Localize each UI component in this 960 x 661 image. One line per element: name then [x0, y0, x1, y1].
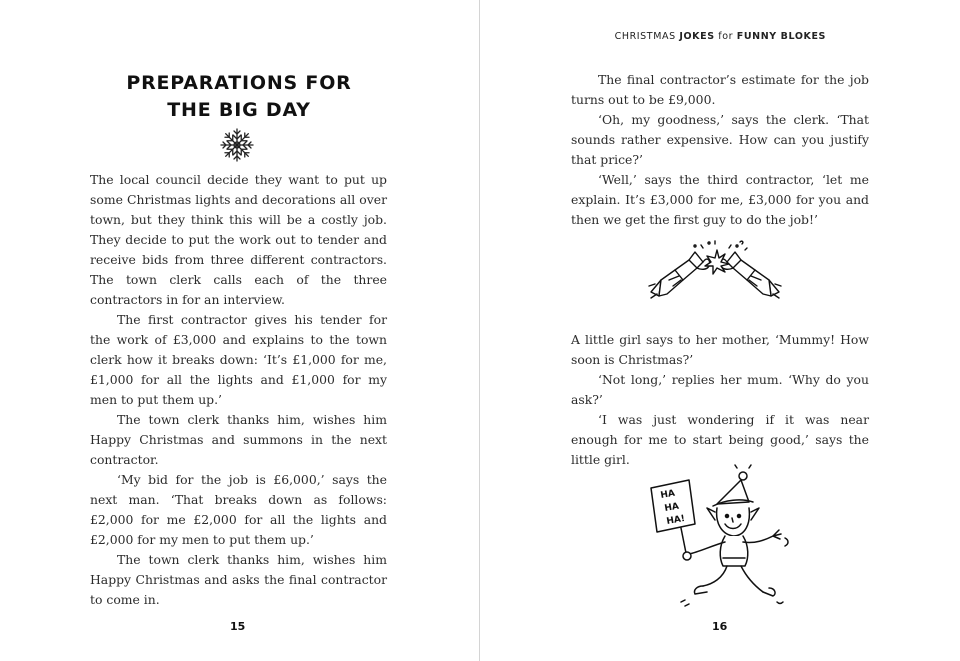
- page-number-right: 16: [712, 620, 728, 633]
- paragraph: ‘Not long,’ replies her mum. ‘Why do you ask?’: [571, 372, 869, 407]
- paragraph: The first contractor gives his tender for the work of £3,000 and explains to the town clerk how it breaks down: ‘It’s £1,000 for me, £1,000 for all the lights and £1,000 for my men to put them up.’: [90, 312, 387, 407]
- paragraph: The town clerk thanks him, wishes him Happy Christmas and asks the final contractor to come in.: [90, 552, 387, 607]
- paragraph: A little girl says to her mother, ‘Mummy! How soon is Christmas?’: [571, 332, 869, 367]
- sign-text: HA!: [665, 513, 686, 527]
- chapter-title: [90, 70, 388, 124]
- elf-with-sign-illustration: [645, 462, 795, 612]
- paragraph: The final contractor’s estimate for the job turns out to be £9,000.: [571, 72, 869, 107]
- page-number-left: 15: [230, 620, 246, 633]
- right-body-text-joke2: [571, 330, 869, 470]
- paragraph: ‘Well,’ says the third contractor, ‘let me explain. It’s £3,000 for me, £3,000 for you and then we get the first guy to do the job!’: [571, 172, 869, 227]
- paragraph: ‘I was just wondering if it was near enough for me to start being good,’ says the little girl.: [571, 412, 869, 467]
- paragraph: ‘Oh, my goodness,’ says the clerk. ‘That sounds rather expensive. How can you justify that price?’: [571, 112, 869, 167]
- paragraph: ‘My bid for the job is £6,000,’ says the next man. ‘That breaks down as follows: £2,000 for me £2,000 for all the lights and £2,000 for my men to put them up.’: [90, 472, 387, 547]
- sign-text: HA: [663, 501, 680, 514]
- right-body-text-joke1: [571, 70, 869, 230]
- sign-text: HA: [659, 488, 676, 501]
- chapter-title-line1: PREPARATIONS FOR: [126, 72, 352, 94]
- snowflake-icon: [219, 127, 255, 163]
- paragraph: The local council decide they want to put up some Christmas lights and decorations all over town, but they think this will be a costly job. They decide to put the work out to tender and receive bids from three different contractors. The town clerk calls each of the three contractors in for an interview.: [90, 172, 387, 307]
- christmas-cracker-illustration: [645, 240, 785, 306]
- left-body-text: [90, 170, 387, 610]
- paragraph: The town clerk thanks him, wishes him Happy Christmas and summons in the next contractor.: [90, 412, 387, 467]
- chapter-title-line2: THE BIG DAY: [167, 99, 311, 121]
- running-header: CHRISTMAS JOKES for FUNNY BLOKES: [614, 31, 826, 42]
